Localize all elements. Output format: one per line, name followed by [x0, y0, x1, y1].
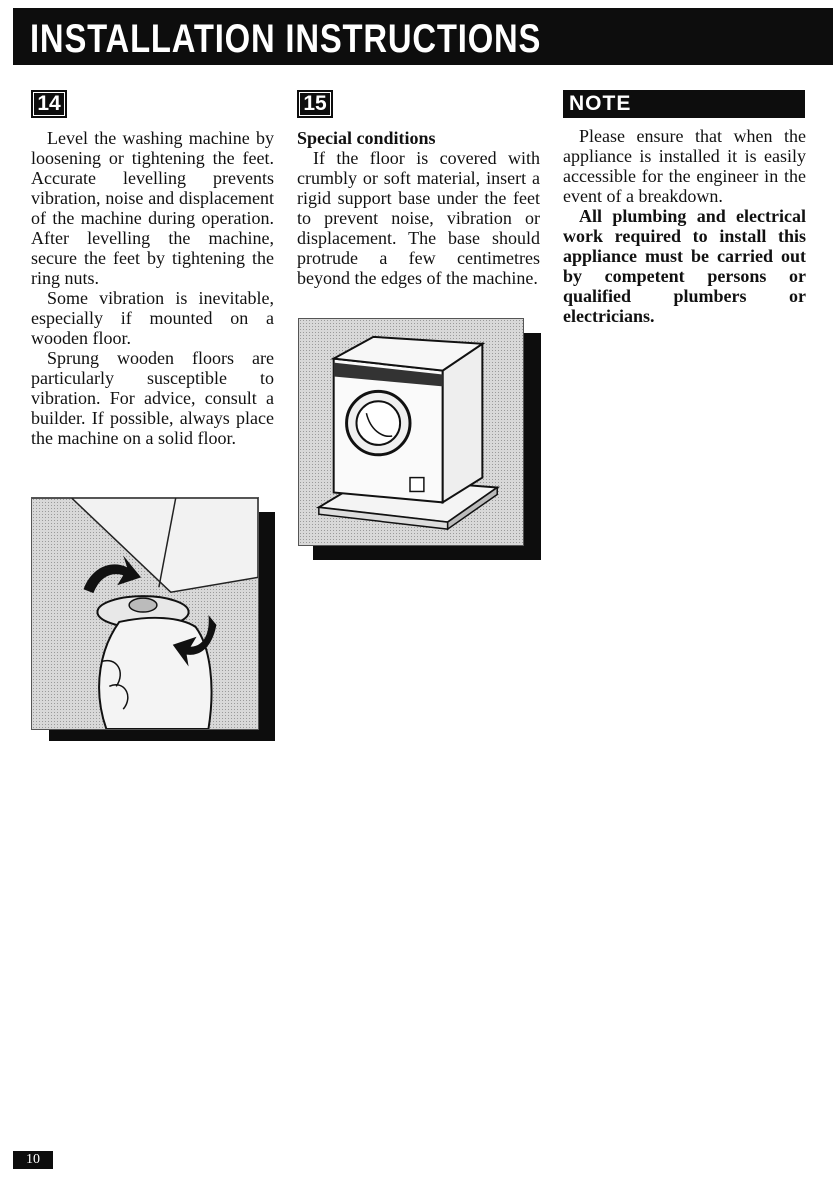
- section-14-number: 14: [33, 92, 64, 116]
- section-14-paragraph-3: Sprung wooden floors are particularly susceptible to vibration. For advice, consult a builder. If possible, always place the machine on a solid floor.: [31, 348, 274, 448]
- section-14-badge: [31, 90, 67, 118]
- foot-adjustment-icon: [32, 498, 258, 729]
- page-header: [13, 8, 833, 65]
- section-15-heading: Special conditions: [297, 128, 436, 148]
- note-text: [563, 126, 806, 326]
- page-title: INSTALLATION INSTRUCTIONS: [30, 17, 542, 61]
- washing-machine-icon: [299, 319, 523, 545]
- section-14-paragraph-1: Level the washing machine by loosening or tightening the feet. Accurate levelling prevents vibration, noise and displacement of the machine during operation. After levelling the machine, secure the feet by tightening the ring nuts.: [31, 128, 274, 288]
- section-15-number: 15: [299, 92, 330, 116]
- section-14-text: [31, 128, 274, 448]
- section-15-text: [297, 128, 540, 288]
- page-number: 10: [13, 1151, 53, 1169]
- section-15-paragraph: If the floor is covered with crumbly or soft material, insert a rigid support base under the feet to prevent noise, vibration or displacement. The base should protrude a few centimetres beyond the edges of the machine.: [297, 148, 540, 288]
- note-paragraph: Please ensure that when the appliance is installed it is easily accessible for the engineer in the event of a breakdown.: [563, 126, 806, 206]
- section-15-badge: [297, 90, 333, 118]
- note-label: NOTE: [569, 92, 632, 115]
- section-14-paragraph-2: Some vibration is inevitable, especially if mounted on a wooden floor.: [31, 288, 274, 348]
- note-warning-paragraph: All plumbing and electrical work required to install this appliance must be carried out by competent persons or qualified plumbers or electricians.: [563, 206, 806, 326]
- note-badge: [563, 90, 805, 118]
